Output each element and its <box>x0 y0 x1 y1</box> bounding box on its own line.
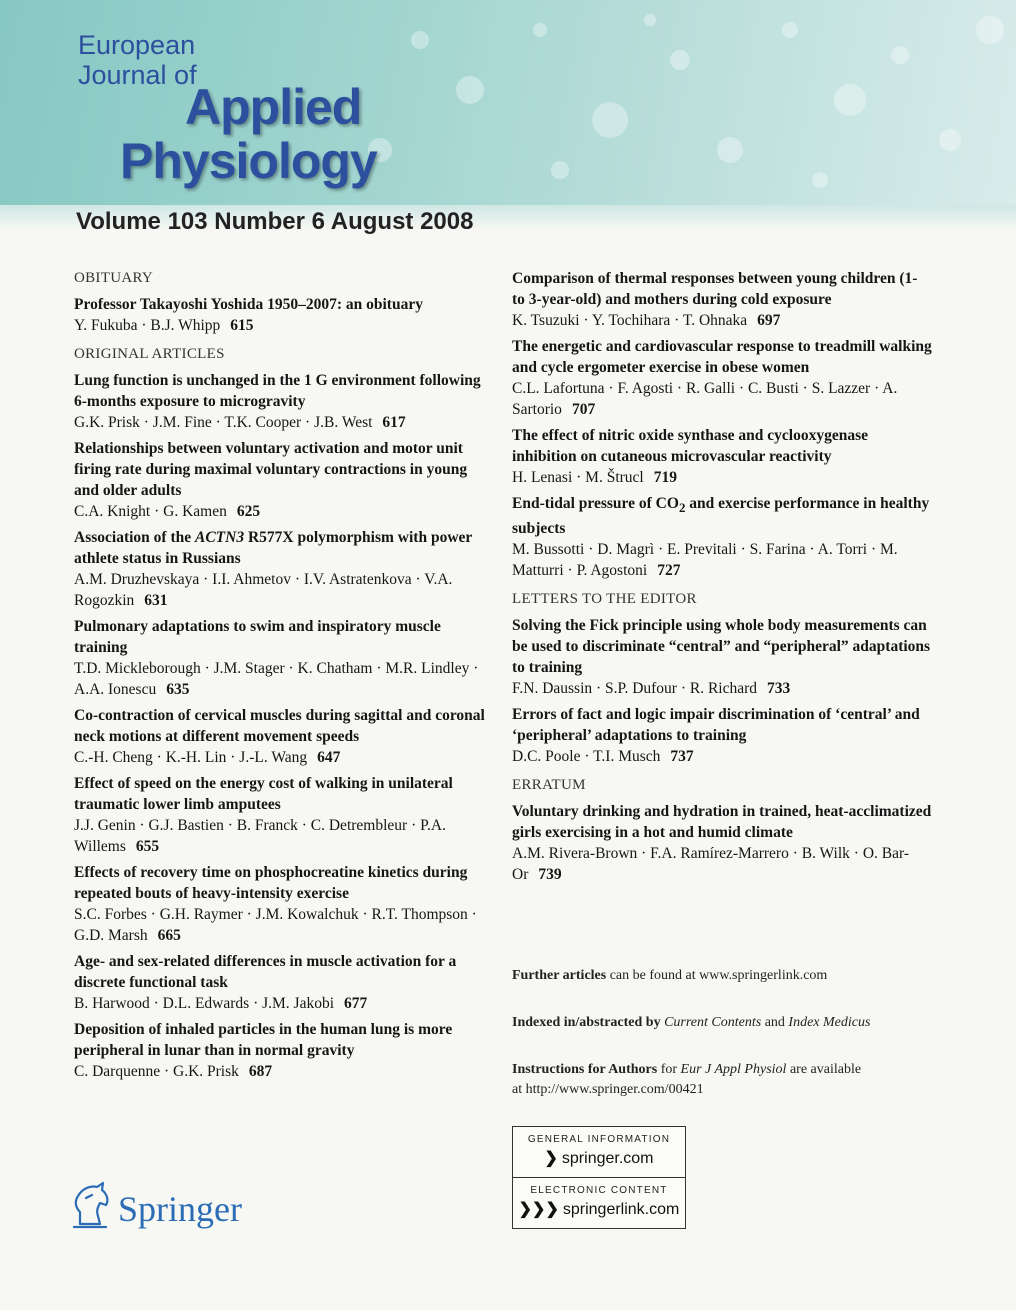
journal-title-applied: Applied <box>185 79 362 135</box>
article-title: Comparison of thermal responses between young children (1- to 3-year-old) and mothers during cold exposure <box>512 270 918 308</box>
article-page: 635 <box>166 681 190 698</box>
article-title: Professor Takayoshi Yoshida 1950–2007: an obituary <box>74 296 423 313</box>
note-text: can be found at www.springerlink.com <box>606 968 828 983</box>
article-authors: C.-H. Cheng · K.-H. Lin · J.-L. Wang <box>74 749 308 766</box>
article-title: Pulmonary adaptations to swim and inspiratory muscle training <box>74 618 441 656</box>
gene-name: ACTN3 <box>194 529 245 546</box>
toc-entry[interactable] <box>74 438 494 522</box>
article-title: Relationships between voluntary activation and motor unit firing rate during maximal voluntary contractions in young and older adults <box>74 440 468 499</box>
article-page: 631 <box>144 592 168 609</box>
toc-entry[interactable] <box>512 801 932 885</box>
article-title: Errors of fact and logic impair discrimination of ‘central’ and ‘peripheral’ adaptations to training <box>512 706 920 745</box>
title-part: Association of the <box>74 529 195 546</box>
article-authors: H. Lenasi · M. Štrucl <box>512 469 644 486</box>
toc-right-column <box>512 268 932 890</box>
article-page: 739 <box>538 866 562 884</box>
article-title: Co-contraction of cervical muscles during sagittal and coronal neck motions at different movement speeds <box>74 707 485 745</box>
article-page: 687 <box>248 1063 273 1080</box>
further-articles-note <box>512 966 827 986</box>
article-title: Lung function is unchanged in the 1 G environment following 6-months exposure to microgravity <box>74 372 481 410</box>
journal-title-european: European <box>78 30 196 60</box>
note-bold: Indexed in/abstracted by <box>512 1015 661 1030</box>
toc-entry[interactable] <box>74 527 494 611</box>
chevron-right-icon: ❯ <box>544 1150 558 1167</box>
springer-horse-icon <box>66 1178 114 1230</box>
note-text: for <box>657 1062 681 1077</box>
article-title: The energetic and cardiovascular response to treadmill walking and cycle ergometer exercise in obese women <box>512 338 932 376</box>
note-bold: Further articles <box>512 968 607 983</box>
article-page: 707 <box>571 401 596 418</box>
article-page: 697 <box>757 312 781 329</box>
link-url: springer.com <box>561 1150 654 1167</box>
toc-entry[interactable] <box>512 268 932 331</box>
article-title: The effect of nitric oxide synthase and cyclooxygenase inhibition on cutaneous microvascular reactivity <box>512 427 869 465</box>
article-authors: C. Darquenne · G.K. Prisk <box>74 1063 239 1080</box>
article-authors: C.L. Lafortuna · F. Agosti · R. Galli · C. Busti · S. Lazzer · A. Sartorio <box>512 380 898 418</box>
article-page: 625 <box>236 503 261 520</box>
title-part: End-tidal pressure of CO <box>512 495 679 512</box>
article-page: 719 <box>653 469 677 486</box>
article-authors: B. Harwood · D.L. Edwards · J.M. Jakobi <box>74 995 335 1012</box>
indexed-note <box>512 1013 870 1033</box>
note-bold: Instructions for Authors <box>512 1062 658 1077</box>
section-heading: ERRATUM <box>512 777 586 794</box>
article-authors: K. Tsuzuki · Y. Tochihara · T. Ohnaka <box>512 312 748 329</box>
note-text: are available <box>786 1062 862 1077</box>
article-page: 655 <box>135 838 160 855</box>
instructions-note <box>512 1060 861 1100</box>
article-page: 615 <box>230 317 254 334</box>
article-authors: A.M. Druzhevskaya · I.I. Ahmetov · I.V. Astratenkova · V.A. Rogozkin <box>74 571 453 609</box>
link-label: GENERAL INFORMATION <box>527 1134 671 1145</box>
cover-header <box>0 0 1016 205</box>
title-part: and exercise performance in healthy subjects <box>512 495 930 538</box>
article-page: 737 <box>670 748 694 766</box>
toc-entry[interactable] <box>74 773 494 857</box>
article-authors: J.J. Genin · G.J. Bastien · B. Franck · C. Detrembleur · P.A. Willems <box>74 817 446 855</box>
title-part: R577X polymorphism with power athlete status in Russians <box>74 529 472 567</box>
toc-entry[interactable] <box>512 493 932 581</box>
article-title: Effect of speed on the energy cost of walking in unilateral traumatic lower limb amputees <box>74 775 453 813</box>
article-page: 647 <box>317 749 341 766</box>
article-authors: M. Bussotti · D. Magrì · E. Previtali · S. Farina · A. Torri · M. Matturri · P. Agostoni <box>512 541 898 580</box>
toc-entry[interactable] <box>74 705 494 768</box>
section-heading: OBITUARY <box>74 270 154 286</box>
note-text: and <box>761 1015 789 1030</box>
article-page: 617 <box>382 414 406 431</box>
article-authors: Y. Fukuba · B.J. Whipp <box>74 317 221 334</box>
article-title: Voluntary drinking and hydration in trained, heat-acclimatized girls exercising in a hot and humid climate <box>512 803 932 842</box>
section-heading: LETTERS TO THE EDITOR <box>512 591 697 608</box>
toc-entry[interactable] <box>74 951 494 1014</box>
article-title: Solving the Fick principle using whole body measurements can be used to discriminate “central” and “peripheral” adaptations to training <box>512 617 931 677</box>
article-title: Age- and sex-related differences in muscle activation for a discrete functional task <box>74 953 457 991</box>
journal-title-physiology: Physiology <box>120 133 377 189</box>
toc-entry[interactable] <box>512 425 932 488</box>
index-name: Current Contents <box>664 1015 762 1030</box>
journal-title-journal-of: Journal of <box>78 60 197 90</box>
toc-entry[interactable] <box>512 336 932 420</box>
article-authors: S.C. Forbes · G.H. Raymer · J.M. Kowalchuk · R.T. Thompson · G.D. Marsh <box>74 906 477 944</box>
article-authors: G.K. Prisk · J.M. Fine · T.K. Cooper · J.B. West <box>74 414 373 431</box>
toc-entry[interactable] <box>74 1019 494 1082</box>
article-authors: C.A. Knight · G. Kamen <box>74 503 227 520</box>
article-title: Deposition of inhaled particles in the human lung is more peripheral in lunar than in normal gravity <box>74 1021 453 1059</box>
triple-chevron-icon: ❯❯❯ <box>518 1201 559 1218</box>
links-box <box>512 1126 686 1229</box>
toc-entry[interactable] <box>74 370 494 433</box>
instructions-url: at http://www.springer.com/00421 <box>512 1082 704 1097</box>
springer-logo-text: Springer <box>118 1189 242 1229</box>
toc-left-column <box>74 268 494 1087</box>
section-heading: ORIGINAL ARTICLES <box>74 346 225 362</box>
article-page: 733 <box>767 680 791 698</box>
toc-entry[interactable] <box>74 294 494 336</box>
index-name: Index Medicus <box>788 1015 871 1030</box>
article-page: 677 <box>344 995 368 1012</box>
article-page: 727 <box>657 562 681 580</box>
article-page: 665 <box>157 927 181 944</box>
link-url: springerlink.com <box>562 1201 680 1218</box>
electronic-content-link[interactable] <box>513 1178 685 1228</box>
article-authors: T.D. Mickleborough · J.M. Stager · K. Chatham · M.R. Lindley · A.A. Ionescu <box>74 660 479 698</box>
article-authors: D.C. Poole · T.I. Musch <box>512 748 661 766</box>
link-label: ELECTRONIC CONTENT <box>530 1185 668 1196</box>
article-authors: F.N. Daussin · S.P. Dufour · R. Richard <box>512 680 758 698</box>
subscript: 2 <box>678 500 686 516</box>
toc-entry[interactable] <box>74 616 494 700</box>
toc-entry[interactable] <box>512 615 932 699</box>
toc-entry[interactable] <box>512 704 932 767</box>
issue-info: Volume 103 Number 6 August 2008 <box>76 208 474 235</box>
journal-abbrev: Eur J Appl Physiol <box>680 1062 787 1077</box>
article-title <box>74 527 494 569</box>
article-authors: A.M. Rivera-Brown · F.A. Ramírez-Marrero · B. Wilk · O. Bar-Or <box>512 845 909 884</box>
general-information-link[interactable] <box>513 1127 685 1178</box>
article-title: Effects of recovery time on phosphocreatine kinetics during repeated bouts of heavy-intensity exercise <box>74 864 468 902</box>
article-title <box>512 493 932 539</box>
toc-entry[interactable] <box>74 862 494 946</box>
